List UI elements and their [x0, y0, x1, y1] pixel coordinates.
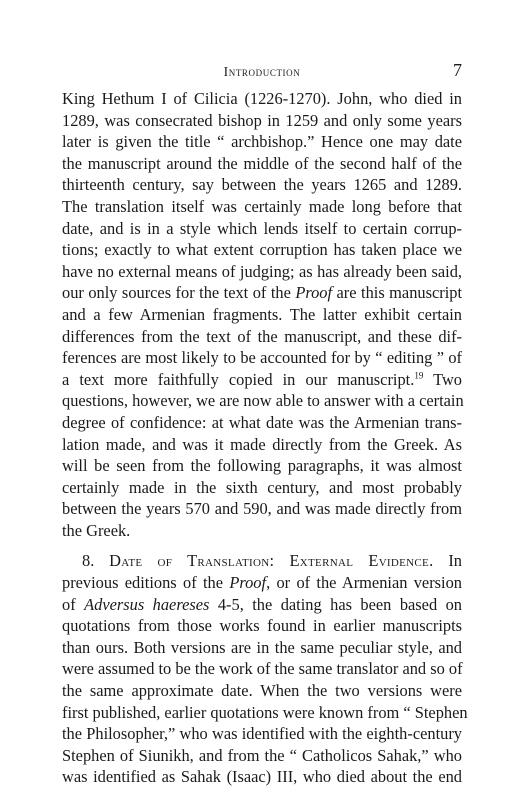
- text-line: The translation itself was certainly made long before that: [62, 196, 462, 216]
- text-line: questions, however, we are now able to answer with a certain: [62, 391, 464, 411]
- section-heading-line: [62, 550, 462, 572]
- text-line: date, and is in a style which lends itself to certain corrup-: [62, 218, 462, 238]
- text-line: [62, 282, 462, 304]
- running-head: [62, 58, 462, 82]
- text-line: will be seen from the following paragraphs, it was almost: [62, 456, 462, 476]
- text-line: the manuscript around the middle of the second half of the: [62, 153, 462, 173]
- text-line: certainly made in the sixth century, and most probably: [62, 477, 462, 497]
- text-line: quotations from those works found in earlier manuscripts: [62, 616, 462, 636]
- paragraph-1: [62, 88, 462, 541]
- text-line: degree of confidence: at what date was the Armenian trans-: [62, 412, 462, 432]
- text-segment: In: [433, 551, 462, 571]
- text-segment: of: [62, 594, 85, 614]
- text-line: later is given the title “ archbishop.” Hence one may date: [62, 132, 462, 152]
- text-line: thirteenth century, say between the years 1265 and 1289.: [62, 175, 462, 195]
- text-line: Stephen of Siunikh, and from the “ Catholicos Sahak,” who: [62, 745, 462, 765]
- text-line: lation made, and was it made directly from the Greek. As: [62, 434, 462, 454]
- footnote-marker: 19: [414, 370, 424, 381]
- italic-title: Proof: [295, 283, 333, 303]
- text-line: the Greek.: [62, 520, 131, 540]
- text-line: [62, 594, 462, 616]
- paragraph-2: [62, 550, 468, 788]
- paragraph-gap: [62, 541, 462, 550]
- text-segment: Two: [423, 369, 462, 389]
- text-line: ferences are most likely to be accounted for by “ editing ” of: [62, 348, 462, 368]
- text-line: 1289, was consecrated bishop in 1259 and only some years: [62, 110, 462, 130]
- text-segment: 4-5, the dating has been based on: [209, 594, 462, 614]
- text-line: differences from the text of the manuscript, and these dif-: [62, 326, 462, 346]
- italic-title: Proof: [229, 573, 267, 593]
- text-line: than ours. Both versions are in the same peculiar style, and: [62, 637, 462, 657]
- page-number: 7: [453, 60, 462, 80]
- text-line: the same approximate date. When the two versions were: [62, 681, 462, 701]
- text-segment: previous editions of the: [62, 573, 230, 593]
- text-line: first published, earlier quotations were known from “ Stephen: [62, 702, 468, 722]
- text-line: [62, 572, 462, 594]
- italic-title: Adversus haereses: [84, 594, 210, 614]
- text-line: was identified as Sahak (Isaac) III, who died about the end: [62, 767, 462, 787]
- book-page: [62, 58, 468, 788]
- text-line: tions; exactly to what extent corruption has taken place we: [62, 240, 462, 260]
- text-line: [62, 369, 462, 391]
- text-segment: our only sources for the text of the: [62, 283, 296, 303]
- text-segment: are this manuscript: [332, 283, 462, 303]
- text-line: and a few Armenian fragments. The latter exhibit certain: [62, 304, 462, 324]
- text-line: have no external means of judging; as has already been said,: [62, 261, 462, 281]
- running-head-title: Introduction: [223, 64, 301, 79]
- text-line: between the years 570 and 590, and was made directly from: [62, 499, 462, 519]
- text-line: were assumed to be the work of the same translator and so of: [62, 659, 463, 679]
- section-number: 8.: [82, 551, 110, 571]
- text-line: the Philosopher,” who was identified with the eighth-century: [62, 724, 462, 744]
- text-segment: a text more faithfully copied in our manuscript.: [62, 369, 415, 389]
- text-segment: , or of the Armenian version: [266, 573, 462, 593]
- section-heading: Date of Translation: External Evidence.: [109, 551, 434, 571]
- text-line: King Hethum I of Cilicia (1226-1270). John, who died in: [62, 89, 462, 108]
